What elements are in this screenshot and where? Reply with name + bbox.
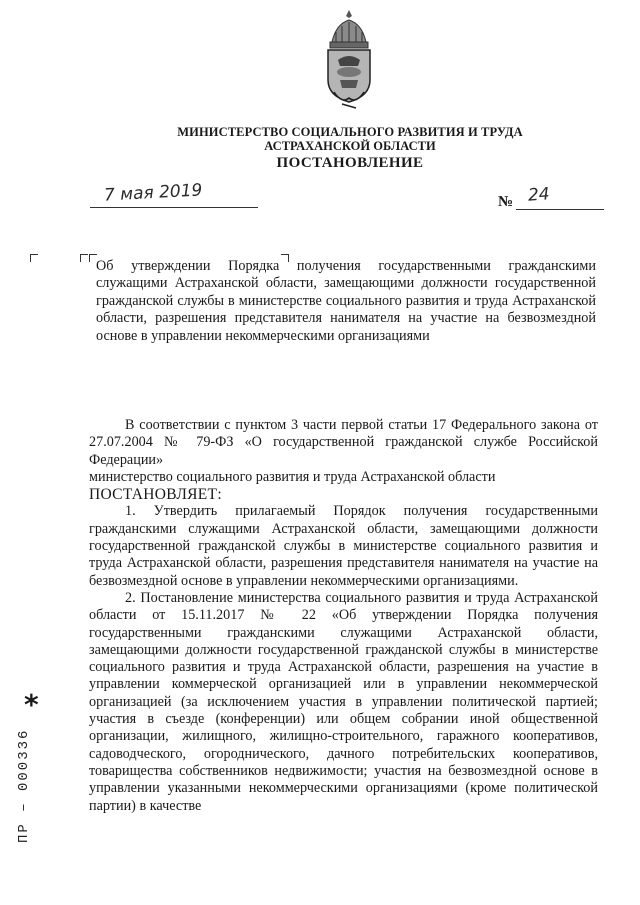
item-2-paragraph: 2. Постановление министерства социального развития и труда Астраханской области от 15.11.2017 № 22 «Об утверждении Порядка получения государственными гражданскими служащими Астраханской области, замещающими должности государственной гражданской службы в министерстве социального развития и труда Астраханской области, разрешения на участие в управлении коммерческой организацией или в управлении некоммерческой организацией (за исключением участия в управлении политической партией; участия в съезде (конференции) или общем собрании иной общественной организации, жилищного, жилищно-строительного, гаражного кооперативов, садоводческого, огороднического, дачного потребительских кооперативов, товарищества собственников недвижимости; участия на безвозмездной основе в управлении указанными некоммерческими организациями (кроме политической партии) в качестве [89,589,598,814]
document-subject: Об утверждении Порядка получения государственными гражданскими служащими Астраханской области, замещающими должности государственной гражданской службы в министерстве социального развития и труда Астраханской области, разрешения представителя нанимателя на участие на безвозмездной основе в управлении некоммерческими организациями [96,258,596,344]
corner-mark [30,254,38,262]
item-1-paragraph: 1. Утвердить прилагаемый Порядок получения государственными гражданскими служащими Астраханской области, замещающими должности государственной гражданской службы в министерстве социального развития и труда Астраханской области, разрешения представителя нанимателя на участие на безвозмездной основе в управлении некоммерческими организациями. [89,503,598,589]
issuer-paragraph: министерство социального развития и труда Астраханской области [89,468,496,485]
ministry-name-line2: АСТРАХАНСКОЙ ОБЛАСТИ [264,139,436,153]
document-number: 24 [527,184,551,206]
decree-word: ПОСТАНОВЛЯЕТ: [89,486,222,504]
number-label: № [498,194,514,210]
date-underline [90,207,258,208]
document-type: ПОСТАНОВЛЕНИЕ [276,155,424,171]
serial-number-stamp: ПР – 000336 [16,728,32,843]
ministry-name-line1: МИНИСТЕРСТВО СОЦИАЛЬНОГО РАЗВИТИЯ И ТРУДА [177,125,523,139]
document-body [89,417,598,815]
number-underline [516,209,604,210]
coat-of-arms-icon [318,8,380,114]
document-date: 7 мая 2019 [103,180,203,206]
margin-star-mark: * [24,688,39,721]
corner-mark [80,254,88,262]
preamble-paragraph: В соответствии с пунктом 3 части первой статьи 17 Федерального закона от 27.07.2004 № 79-ФЗ «О государственной гражданской службе Российской Федерации» [89,417,598,468]
